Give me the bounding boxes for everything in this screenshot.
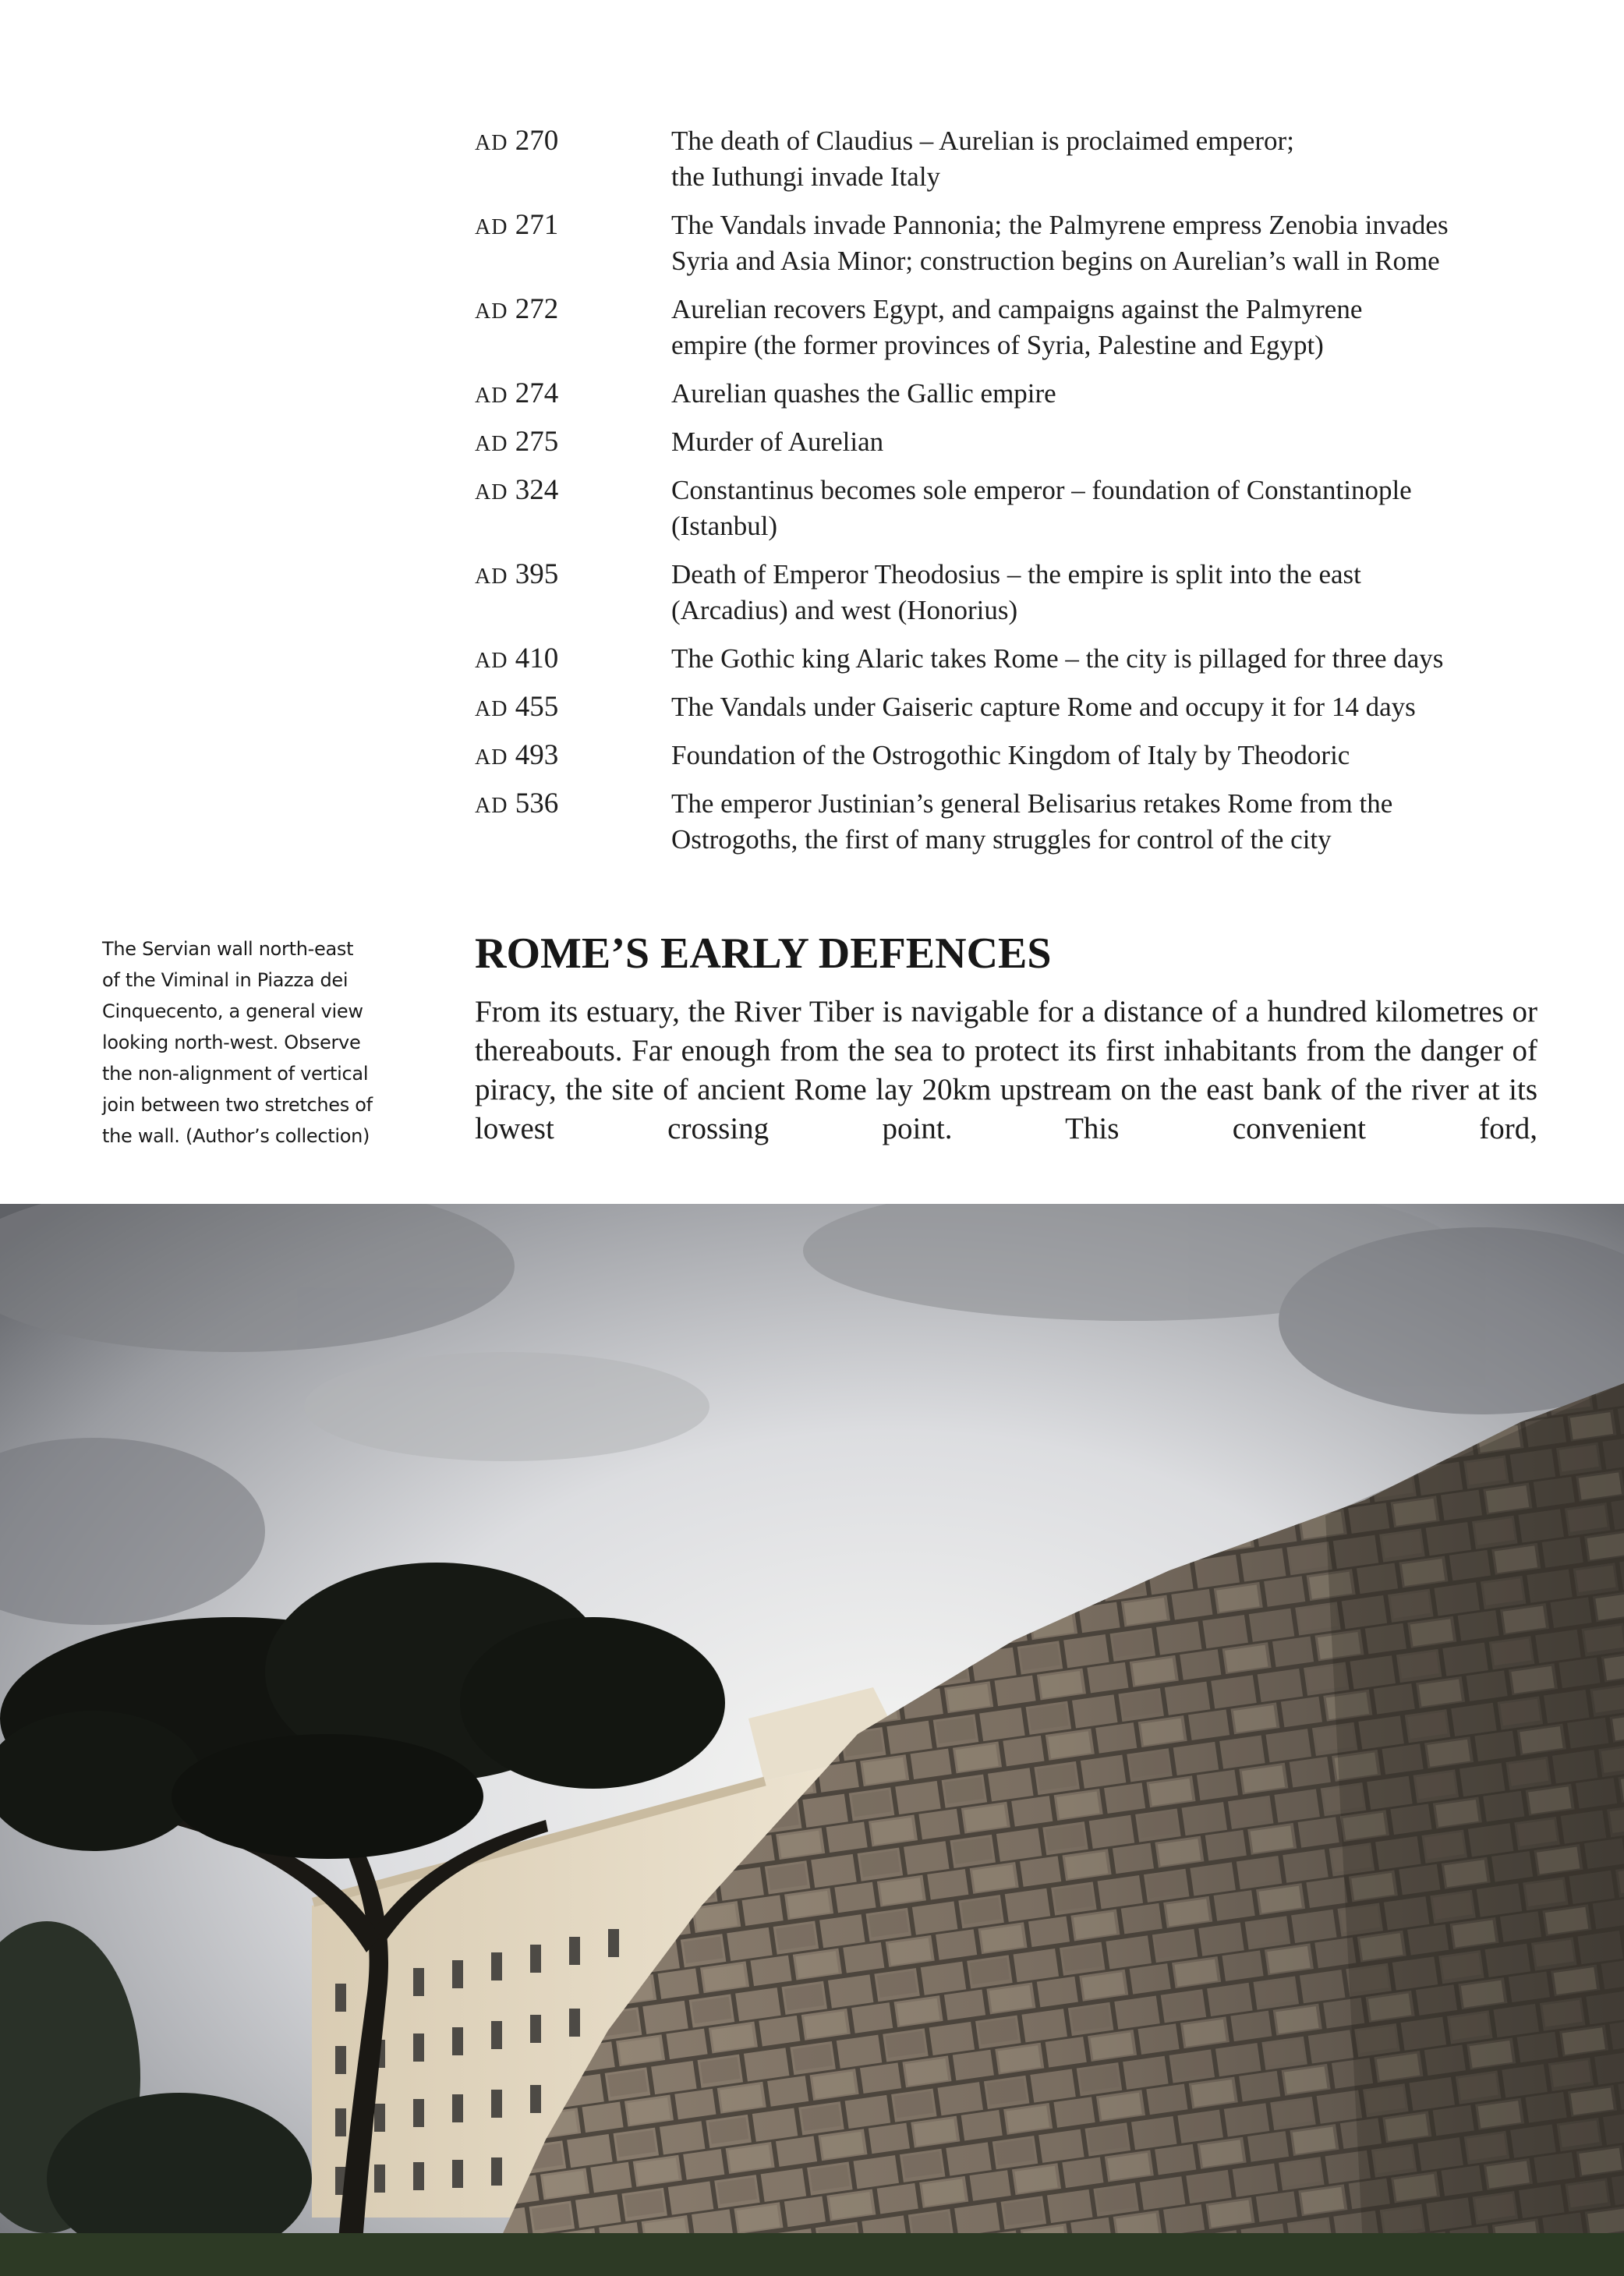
timeline-date	[475, 689, 671, 727]
timeline-event	[671, 557, 1551, 628]
era-label: AD	[475, 480, 508, 504]
timeline-event	[671, 424, 1551, 460]
timeline-event	[671, 689, 1551, 725]
timeline	[475, 123, 1551, 870]
year-label: 455	[515, 691, 559, 723]
year-label: 272	[515, 293, 559, 325]
timeline-entry	[475, 123, 1551, 207]
timeline-entry	[475, 473, 1551, 557]
caption-line: of the Viminal in Piazza dei	[102, 969, 349, 991]
timeline-date	[475, 473, 671, 511]
timeline-event	[671, 641, 1551, 677]
era-label: AD	[475, 432, 508, 456]
event-line: Murder of Aurelian	[671, 427, 884, 457]
event-line: Aurelian quashes the Gallic empire	[671, 378, 1056, 409]
timeline-event	[671, 786, 1551, 858]
caption-line: The Servian wall north-east	[102, 938, 354, 960]
grass	[0, 2233, 1624, 2276]
event-line: The Vandals invade Pannonia; the Palmyrene empress Zenobia invades	[671, 210, 1449, 240]
year-label: 410	[515, 642, 559, 674]
timeline-event	[671, 376, 1551, 412]
event-line: Constantinus becomes sole emperor – foundation of Constantinople	[671, 475, 1412, 505]
section-heading: ROME’S EARLY DEFENCES	[475, 929, 1052, 978]
servian-wall-photo	[0, 1204, 1624, 2276]
era-label: AD	[475, 745, 508, 770]
timeline-date	[475, 424, 671, 462]
event-line: Aurelian recovers Egypt, and campaigns against the Palmyrene	[671, 294, 1363, 324]
event-line: (Arcadius) and west (Honorius)	[671, 595, 1018, 625]
event-line: (Istanbul)	[671, 511, 778, 541]
event-line: The Vandals under Gaiseric capture Rome and occupy it for 14 days	[671, 692, 1416, 722]
era-label: AD	[475, 697, 508, 721]
timeline-event	[671, 292, 1551, 363]
timeline-entry	[475, 689, 1551, 738]
year-label: 324	[515, 474, 559, 506]
event-line: Foundation of the Ostrogothic Kingdom of Italy by Theodoric	[671, 740, 1350, 770]
era-label: AD	[475, 215, 508, 239]
year-label: 493	[515, 739, 559, 771]
event-line: Syria and Asia Minor; construction begins on Aurelian’s wall in Rome	[671, 246, 1440, 276]
timeline-event	[671, 738, 1551, 773]
caption-line: looking north-west. Observe	[102, 1032, 361, 1053]
timeline-entry	[475, 786, 1551, 870]
timeline-date	[475, 123, 671, 161]
event-line: the Iuthungi invade Italy	[671, 161, 941, 192]
era-label: AD	[475, 131, 508, 155]
event-line: The death of Claudius – Aurelian is proclaimed emperor;	[671, 126, 1294, 156]
timeline-entry	[475, 207, 1551, 292]
timeline-date	[475, 738, 671, 776]
timeline-event	[671, 473, 1551, 544]
timeline-entry	[475, 641, 1551, 689]
timeline-entry	[475, 424, 1551, 473]
event-line: The emperor Justinian’s general Belisarius retakes Rome from the	[671, 788, 1393, 819]
event-line: The Gothic king Alaric takes Rome – the city is pillaged for three days	[671, 643, 1444, 674]
year-label: 395	[515, 558, 559, 590]
caption-line: the non-alignment of vertical	[102, 1063, 369, 1085]
year-label: 536	[515, 788, 559, 819]
era-label: AD	[475, 299, 508, 324]
caption-line: Cinquecento, a general view	[102, 1000, 363, 1022]
event-line: empire (the former provinces of Syria, Palestine and Egypt)	[671, 330, 1324, 360]
timeline-date	[475, 292, 671, 330]
timeline-entry	[475, 738, 1551, 786]
event-line: Death of Emperor Theodosius – the empire is split into the east	[671, 559, 1361, 589]
body-paragraph: From its estuary, the River Tiber is navigable for a distance of a hundred kilometres or thereabouts. Far enough from the sea to protect its first inhabitants from the danger of piracy, the site of ancient Rome lay 20km upstream on the east bank of the river at its lowest crossing point. This convenient ford,	[475, 995, 1537, 1145]
timeline-entry	[475, 376, 1551, 424]
year-label: 270	[515, 125, 559, 157]
era-label: AD	[475, 649, 508, 673]
timeline-date	[475, 641, 671, 679]
timeline-entry	[475, 557, 1551, 641]
timeline-date	[475, 786, 671, 824]
year-label: 271	[515, 209, 559, 241]
year-label: 275	[515, 426, 559, 458]
era-label: AD	[475, 794, 508, 818]
year-label: 274	[515, 377, 559, 409]
timeline-event	[671, 123, 1551, 195]
timeline-date	[475, 376, 671, 414]
caption-line: the wall. (Author’s collection)	[102, 1125, 370, 1147]
caption-line: join between two stretches of	[102, 1094, 373, 1116]
era-label: AD	[475, 384, 508, 408]
event-line: Ostrogoths, the first of many struggles for control of the city	[671, 824, 1332, 855]
timeline-date	[475, 207, 671, 246]
photo-caption	[102, 933, 422, 1152]
era-label: AD	[475, 565, 508, 589]
timeline-entry	[475, 292, 1551, 376]
timeline-event	[671, 207, 1551, 279]
timeline-date	[475, 557, 671, 595]
